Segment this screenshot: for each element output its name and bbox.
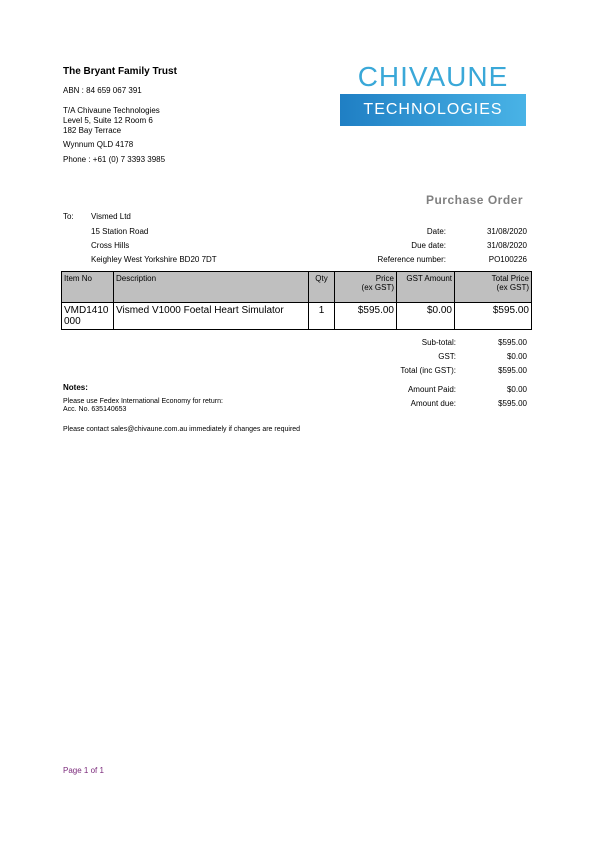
sender-address-line: 182 Bay Terrace xyxy=(63,126,122,135)
col-header-price-line2: (ex GST) xyxy=(361,283,394,292)
document-title: Purchase Order xyxy=(425,193,523,207)
date-value: 31/08/2020 xyxy=(486,227,527,236)
recipient-name: Vismed Ltd xyxy=(91,212,131,221)
subtotal-label: Sub-total: xyxy=(421,338,456,347)
reference-number-label: Reference number: xyxy=(377,255,446,264)
amount-paid-label: Amount Paid: xyxy=(407,385,456,394)
cell-item-no: VMD1410 000 xyxy=(62,303,114,330)
due-date-label: Due date: xyxy=(411,241,446,250)
table-row xyxy=(62,303,532,330)
col-header-total-line1: Total Price xyxy=(491,274,529,283)
col-header-price xyxy=(335,272,397,303)
total-inc-gst-value: $595.00 xyxy=(498,366,527,375)
date-label: Date: xyxy=(426,227,446,236)
col-header-total-line2: (ex GST) xyxy=(496,283,529,292)
sender-phone: Phone : +61 (0) 7 3393 3985 xyxy=(63,155,166,164)
sender-abn: ABN : 84 659 067 391 xyxy=(63,86,142,95)
col-header-price-line1: Price xyxy=(375,274,394,283)
cell-price: $595.00 xyxy=(335,303,397,330)
items-table xyxy=(61,271,532,330)
contact-line: Please contact sales@chivaune.com.au immediately if changes are required xyxy=(63,426,301,433)
recipient-address-line: 15 Station Road xyxy=(91,227,149,236)
logo-subtitle: TECHNOLOGIES xyxy=(363,101,503,118)
to-label: To: xyxy=(63,212,74,221)
logo-subtitle-bar xyxy=(340,94,526,126)
amount-due-label: Amount due: xyxy=(410,399,456,408)
subtotal-value: $595.00 xyxy=(498,338,527,347)
page-number: Page 1 of 1 xyxy=(63,766,104,775)
col-header-qty: Qty xyxy=(309,272,335,303)
sender-name: The Bryant Family Trust xyxy=(63,66,177,77)
amount-due-value: $595.00 xyxy=(498,399,527,408)
cell-total: $595.00 xyxy=(455,303,532,330)
notes-line: Acc. No. 635140653 xyxy=(63,406,127,413)
company-logo xyxy=(340,62,526,126)
cell-description: Vismed V1000 Foetal Heart Simulator xyxy=(114,303,309,330)
col-header-description: Description xyxy=(114,272,309,303)
recipient-address-line: Keighley West Yorkshire BD20 7DT xyxy=(91,255,217,264)
due-date-value: 31/08/2020 xyxy=(486,241,527,250)
sender-address-line: T/A Chivaune Technologies xyxy=(63,106,160,115)
col-header-item-no: Item No xyxy=(62,272,114,303)
notes-line: Please use Fedex International Economy for return: xyxy=(63,398,223,405)
gst-value: $0.00 xyxy=(506,352,527,361)
col-header-total xyxy=(455,272,532,303)
sender-address-line: Wynnum QLD 4178 xyxy=(63,140,134,149)
logo-wordmark: CHIVAUNE xyxy=(357,61,509,92)
amount-paid-value: $0.00 xyxy=(506,385,527,394)
total-inc-gst-label: Total (inc GST): xyxy=(400,366,456,375)
col-header-gst: GST Amount xyxy=(397,272,455,303)
sender-address-line: Level 5, Suite 12 Room 6 xyxy=(63,116,153,125)
cell-qty: 1 xyxy=(309,303,335,330)
recipient-address-line: Cross Hills xyxy=(91,241,130,250)
gst-label: GST: xyxy=(438,352,456,361)
cell-gst: $0.00 xyxy=(397,303,455,330)
reference-number-value: PO100226 xyxy=(488,255,527,264)
notes-label: Notes: xyxy=(63,383,88,392)
table-header-row xyxy=(62,272,532,303)
